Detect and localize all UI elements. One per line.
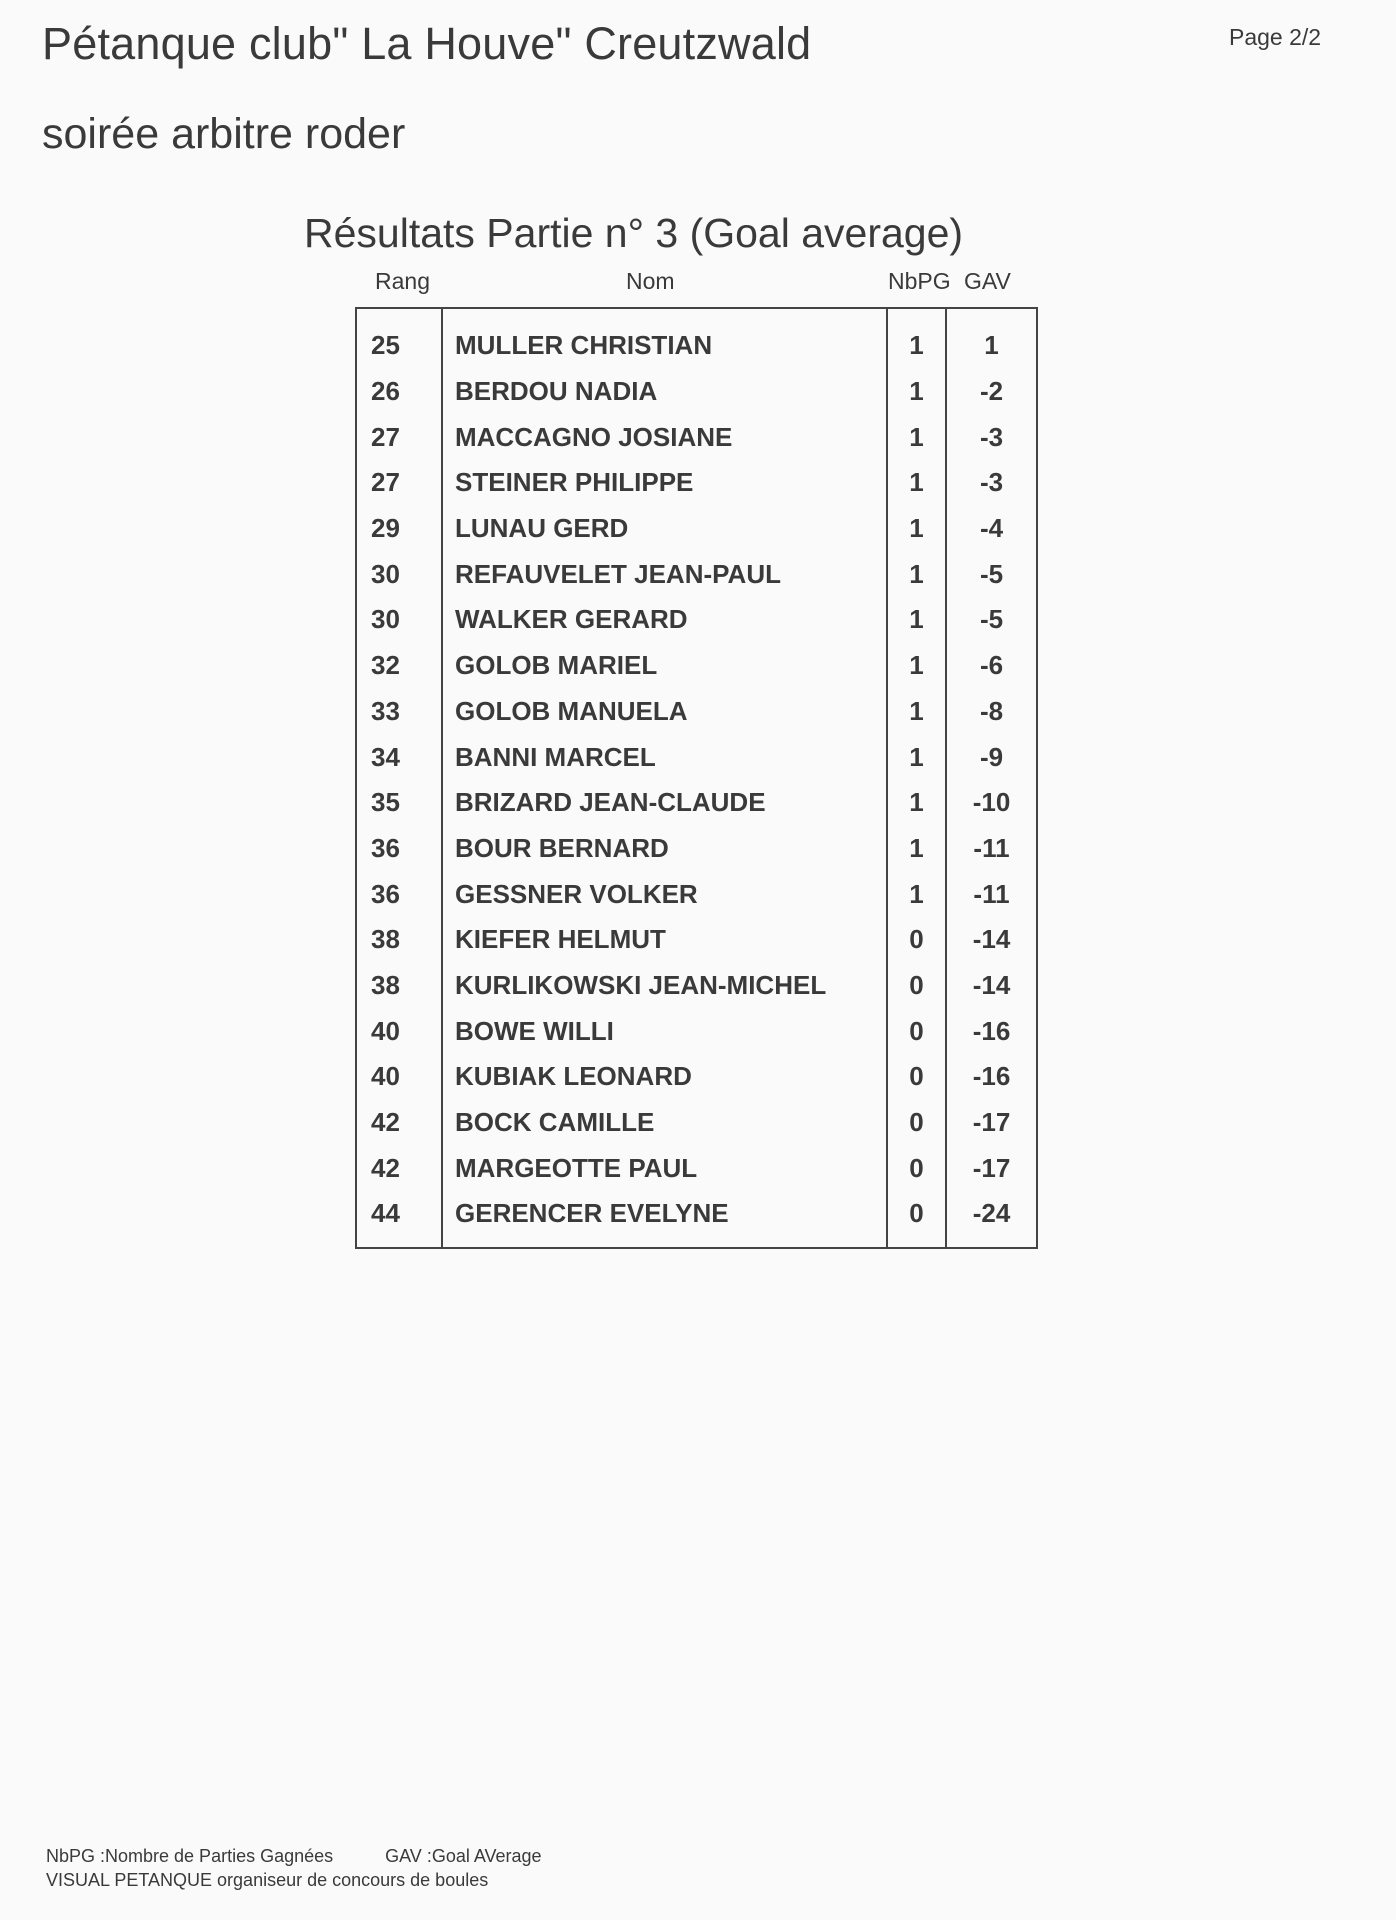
name-cell: BOCK CAMILLE <box>442 1100 887 1146</box>
gav-legend: GAV :Goal AVerage <box>385 1846 542 1866</box>
nbpg-legend: NbPG :Nombre de Parties Gagnées <box>46 1846 334 1866</box>
column-header-rang: Rang <box>375 268 430 294</box>
name-cell: STEINER PHILIPPE <box>442 460 887 506</box>
name-cell: GERENCER EVELYNE <box>442 1191 887 1248</box>
footer-legend <box>46 1846 542 1867</box>
column-header-nom: Nom <box>626 268 675 294</box>
nbpg-cell: 1 <box>887 597 946 643</box>
rank-cell: 25 <box>371 330 400 361</box>
gav-cell: -17 <box>972 1107 1011 1138</box>
gav-cell: -24 <box>972 1198 1011 1229</box>
gav-cell: -16 <box>972 1015 1011 1046</box>
nbpg-cell: 1 <box>887 643 946 689</box>
rank-cell: 40 <box>371 1015 400 1046</box>
name-cell: REFAUVELET JEAN-PAUL <box>442 551 887 597</box>
table-row <box>356 1191 1037 1248</box>
nbpg-cell: 1 <box>887 871 946 917</box>
table-row <box>356 551 1037 597</box>
rank-cell: 40 <box>371 1061 400 1092</box>
name-cell: BANNI MARCEL <box>442 734 887 780</box>
name-cell: GESSNER VOLKER <box>442 871 887 917</box>
table-row <box>356 917 1037 963</box>
rank-cell: 32 <box>371 650 400 681</box>
name-cell: KUBIAK LEONARD <box>442 1054 887 1100</box>
gav-cell: -16 <box>972 1061 1011 1092</box>
column-header-gav: GAV <box>964 268 1011 294</box>
column-header-nbpg: NbPG <box>888 268 951 294</box>
gav-cell: -11 <box>973 832 1010 863</box>
gav-cell: -6 <box>979 650 1004 681</box>
nbpg-cell: 1 <box>887 460 946 506</box>
name-cell: KIEFER HELMUT <box>442 917 887 963</box>
footer-credit: VISUAL PETANQUE organiseur de concours de boules <box>46 1870 489 1890</box>
name-cell: MULLER CHRISTIAN <box>442 308 887 369</box>
nbpg-cell: 0 <box>887 1145 946 1191</box>
rank-cell: 27 <box>371 421 400 452</box>
table-row <box>356 1008 1037 1054</box>
nbpg-cell: 1 <box>887 506 946 552</box>
table-row <box>356 734 1037 780</box>
table-row <box>356 643 1037 689</box>
page-number: Page 2/2 <box>1229 24 1322 50</box>
name-cell: KURLIKOWSKI JEAN-MICHEL <box>442 963 887 1009</box>
table-row <box>356 597 1037 643</box>
table-row <box>356 506 1037 552</box>
table-row <box>356 780 1037 826</box>
gav-cell: -2 <box>979 376 1004 407</box>
nbpg-cell: 1 <box>887 826 946 872</box>
nbpg-cell: 0 <box>887 963 946 1009</box>
table-row <box>356 1100 1037 1146</box>
gav-cell: -14 <box>972 924 1011 955</box>
nbpg-cell: 1 <box>887 551 946 597</box>
nbpg-cell: 1 <box>887 308 946 369</box>
name-cell: MACCAGNO JOSIANE <box>442 414 887 460</box>
table-row <box>356 871 1037 917</box>
name-cell: GOLOB MARIEL <box>442 643 887 689</box>
table-row <box>356 1145 1037 1191</box>
name-cell: MARGEOTTE PAUL <box>442 1145 887 1191</box>
rank-cell: 38 <box>371 924 400 955</box>
table-row <box>356 369 1037 415</box>
rank-cell: 34 <box>371 741 400 772</box>
nbpg-cell: 1 <box>887 369 946 415</box>
rank-cell: 44 <box>371 1198 400 1229</box>
name-cell: GOLOB MANUELA <box>442 689 887 735</box>
club-title: Pétanque club" La Houve" Creutzwald <box>42 18 812 69</box>
rank-cell: 30 <box>371 604 400 635</box>
rank-cell: 42 <box>371 1152 400 1183</box>
table-row <box>356 963 1037 1009</box>
rank-cell: 42 <box>371 1107 400 1138</box>
nbpg-cell: 0 <box>887 1054 946 1100</box>
nbpg-cell: 1 <box>887 689 946 735</box>
nbpg-cell: 0 <box>887 917 946 963</box>
rank-cell: 29 <box>371 513 400 544</box>
table-row <box>356 689 1037 735</box>
nbpg-cell: 0 <box>887 1008 946 1054</box>
name-cell: BRIZARD JEAN-CLAUDE <box>442 780 887 826</box>
table-row <box>356 414 1037 460</box>
nbpg-cell: 1 <box>887 780 946 826</box>
nbpg-cell: 1 <box>887 414 946 460</box>
name-cell: LUNAU GERD <box>442 506 887 552</box>
results-title: Résultats Partie n° 3 (Goal average) <box>304 210 964 256</box>
gav-cell: -3 <box>979 467 1004 498</box>
name-cell: WALKER GERARD <box>442 597 887 643</box>
results-table <box>355 307 1038 1249</box>
gav-cell: 1 <box>984 330 999 361</box>
gav-cell: -11 <box>973 878 1010 909</box>
results-table-body <box>356 308 1037 1248</box>
event-title: soirée arbitre roder <box>42 110 406 158</box>
gav-cell: -9 <box>979 741 1004 772</box>
name-cell: BOUR BERNARD <box>442 826 887 872</box>
gav-cell: -8 <box>979 695 1004 726</box>
name-cell: BERDOU NADIA <box>442 369 887 415</box>
nbpg-cell: 0 <box>887 1191 946 1248</box>
table-row <box>356 826 1037 872</box>
gav-cell: -4 <box>979 513 1004 544</box>
gav-cell: -14 <box>972 969 1011 1000</box>
gav-cell: -3 <box>979 421 1004 452</box>
gav-cell: -5 <box>979 558 1004 589</box>
gav-cell: -17 <box>972 1152 1011 1183</box>
table-row <box>356 460 1037 506</box>
rank-cell: 36 <box>371 878 400 909</box>
rank-cell: 27 <box>371 467 400 498</box>
nbpg-cell: 1 <box>887 734 946 780</box>
gav-cell: -5 <box>979 604 1004 635</box>
name-cell: BOWE WILLI <box>442 1008 887 1054</box>
rank-cell: 30 <box>371 558 400 589</box>
table-row <box>356 1054 1037 1100</box>
rank-cell: 33 <box>371 695 400 726</box>
table-row <box>356 308 1037 369</box>
rank-cell: 36 <box>371 832 400 863</box>
gav-cell: -10 <box>972 787 1011 818</box>
nbpg-cell: 0 <box>887 1100 946 1146</box>
rank-cell: 38 <box>371 969 400 1000</box>
rank-cell: 26 <box>371 376 400 407</box>
rank-cell: 35 <box>371 787 400 818</box>
